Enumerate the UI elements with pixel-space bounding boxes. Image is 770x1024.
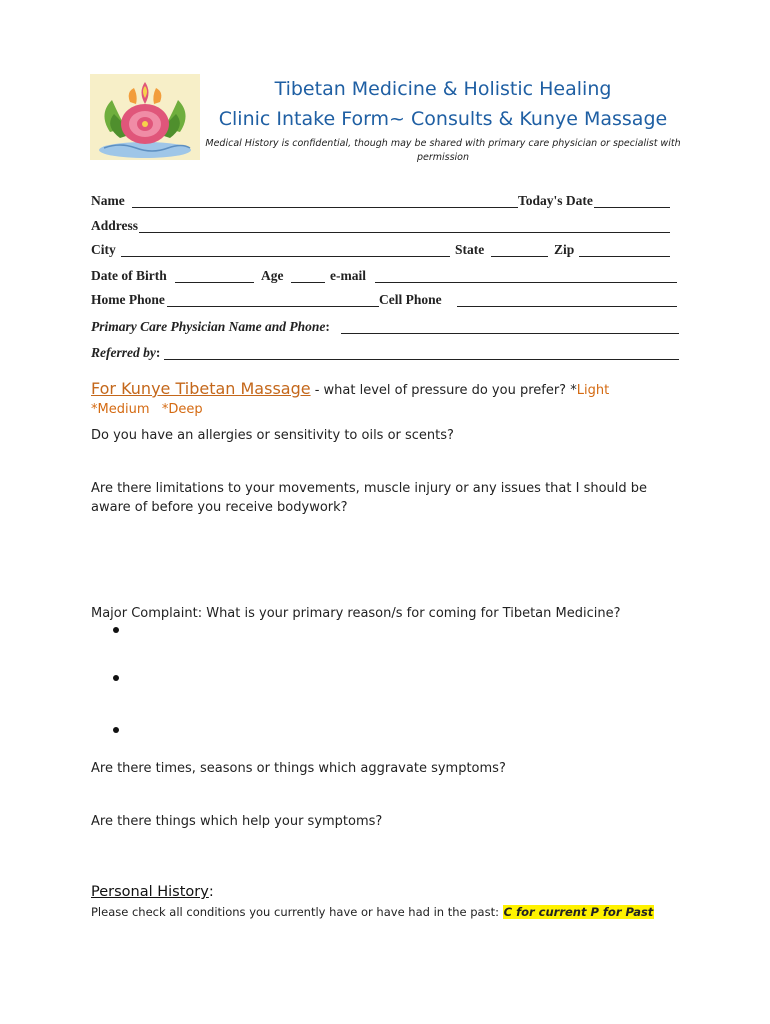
- name-row: [91, 193, 681, 211]
- aggravate-question: Are there times, seasons or things which aggravate symptoms?: [91, 761, 506, 776]
- physician-field[interactable]: [341, 333, 679, 334]
- pressure-option-medium: Medium: [97, 402, 150, 417]
- form-title: Tibetan Medicine & Holistic Healing: [274, 78, 612, 100]
- name-field[interactable]: [132, 207, 518, 208]
- todays-date-label: Today's Date: [518, 193, 593, 208]
- city-state-zip-row: [91, 242, 681, 260]
- complaint-bullet: [113, 627, 119, 633]
- confidential-note: Medical History is confidential, though may be shared with primary care physician or specialist with permission: [205, 138, 681, 163]
- city-field[interactable]: [121, 256, 450, 257]
- state-label: State: [455, 242, 485, 257]
- kunye-massage-link[interactable]: For Kunye Tibetan Massage: [91, 379, 311, 398]
- help-question: Are there things which help your symptoms?: [91, 814, 383, 829]
- pressure-option-deep: Deep: [168, 402, 203, 417]
- address-field[interactable]: [139, 232, 670, 233]
- age-field[interactable]: [291, 282, 325, 283]
- referred-row: [91, 345, 681, 363]
- home-phone-label: Home Phone: [91, 292, 165, 307]
- age-label: Age: [261, 268, 284, 283]
- physician-row: [91, 319, 681, 337]
- pressure-option-light: Light: [576, 383, 610, 398]
- phone-row: [91, 292, 681, 310]
- city-label: City: [91, 242, 116, 257]
- complaint-bullet: [113, 675, 119, 681]
- cell-phone-field[interactable]: [457, 306, 677, 307]
- cell-phone-label: Cell Phone: [379, 292, 442, 307]
- dob-label: Date of Birth: [91, 268, 167, 283]
- address-row: [91, 218, 681, 236]
- physician-label: Primary Care Physician Name and Phone:: [91, 319, 330, 334]
- todays-date-field[interactable]: [594, 207, 670, 208]
- pressure-question: - what level of pressure do you prefer? *: [310, 383, 577, 398]
- name-label: Name: [91, 193, 125, 208]
- referred-by-label: Referred by:: [91, 345, 161, 360]
- address-label: Address: [91, 218, 139, 233]
- personal-history-heading: Personal History:: [91, 884, 214, 900]
- kunye-pressure-question: [91, 379, 609, 398]
- allergies-question: Do you have an allergies or sensitivity to oils or scents?: [91, 428, 454, 443]
- lotus-flower-icon: [90, 74, 200, 160]
- email-field[interactable]: [375, 282, 677, 283]
- referred-by-field[interactable]: [164, 359, 679, 360]
- personal-history-instruction: Please check all conditions you currently have or have had in the past: C for current P for Past: [91, 905, 654, 919]
- email-label: e-mail: [330, 268, 366, 283]
- dob-age-email-row: [91, 268, 681, 286]
- dob-field[interactable]: [175, 282, 254, 283]
- home-phone-field[interactable]: [167, 306, 379, 307]
- zip-label: Zip: [554, 242, 575, 257]
- major-complaint-question: Major Complaint: What is your primary reason/s for coming for Tibetan Medicine?: [91, 606, 621, 621]
- zip-field[interactable]: [579, 256, 670, 257]
- complaint-bullet: [113, 727, 119, 733]
- pressure-options: *Medium *Deep: [91, 402, 203, 417]
- limitations-question: Are there limitations to your movements, muscle injury or any issues that I should be aware of before you receive bodywork?: [91, 481, 648, 515]
- state-field[interactable]: [491, 256, 548, 257]
- current-past-legend: C for current P for Past: [503, 905, 654, 919]
- form-subtitle: Clinic Intake Form~ Consults & Kunye Massage: [218, 108, 668, 130]
